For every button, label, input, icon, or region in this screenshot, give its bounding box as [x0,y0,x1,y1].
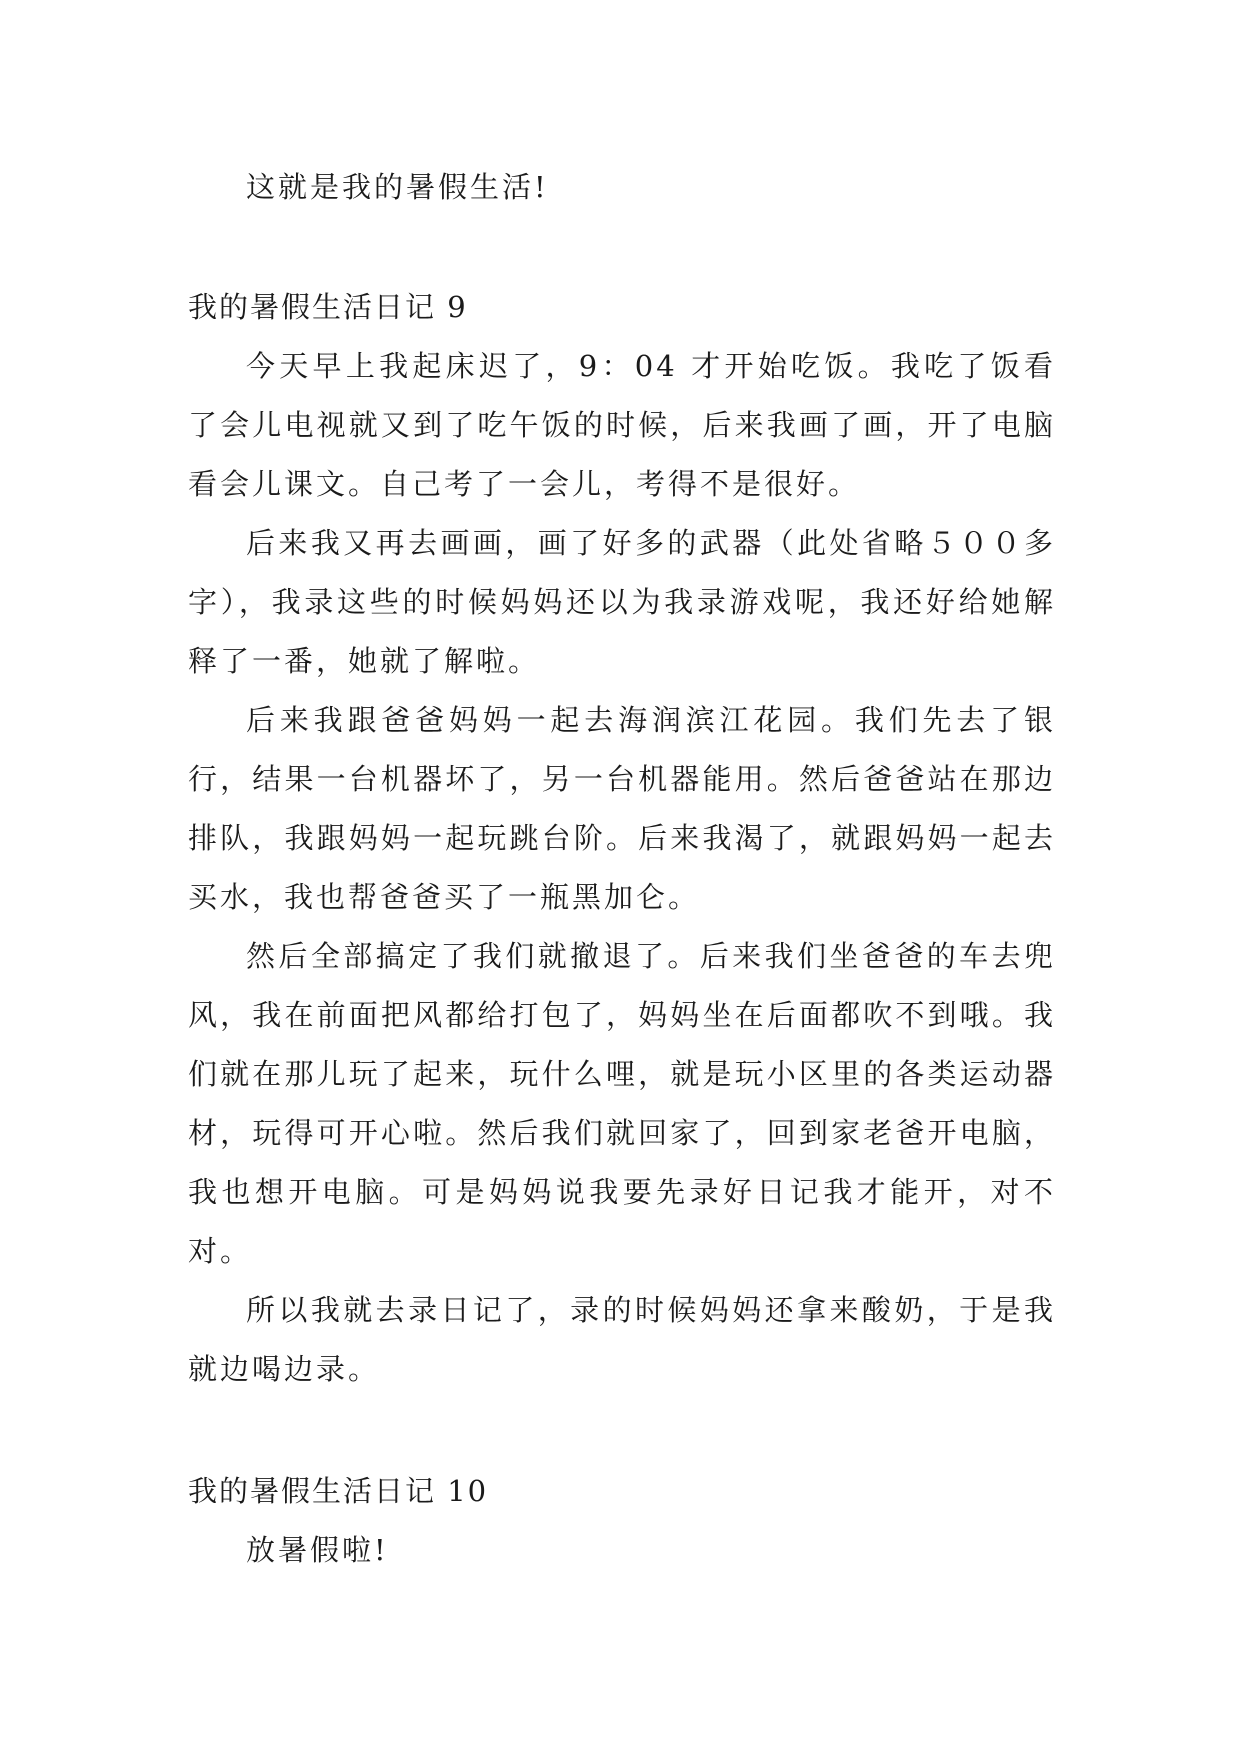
entry9-paragraph-4: 然后全部搞定了我们就撤退了。后来我们坐爸爸的车去兜风，我在前面把风都给打包了，妈妈坐在后面都吹不到哦。我们就在那儿玩了起来，玩什么哩，就是玩小区里的各类运动器材，玩得可开心啦。然后我们就回家了，回到家老爸开电脑，我也想开电脑。可是妈妈说我要先录好日记我才能开，对不对。 [188,939,1056,1268]
entry9-paragraph-5: 所以我就去录日记了，录的时候妈妈还拿来酸奶，于是我就边喝边录。 [188,1293,1056,1386]
entry-title-9: 我的暑假生活日记 9 [188,290,468,324]
entry-title-10: 我的暑假生活日记 10 [188,1474,489,1508]
section-gap [188,1399,1056,1462]
section-gap [188,217,1056,278]
document-body [188,158,1056,1580]
entry10-paragraph-1: 放暑假啦! [246,1533,389,1567]
closing-line: 这就是我的暑假生活! [246,170,549,204]
entry9-paragraph-1: 今天早上我起床迟了，9：04 才开始吃饭。我吃了饭看了会儿电视就又到了吃午饭的时候，后来我画了画，开了电脑看会儿课文。自己考了一会儿，考得不是很好。 [188,349,1056,501]
entry9-paragraph-3: 后来我跟爸爸妈妈一起去海润滨江花园。我们先去了银行，结果一台机器坏了，另一台机器能用。然后爸爸站在那边排队，我跟妈妈一起玩跳台阶。后来我渴了，就跟妈妈一起去买水，我也帮爸爸买了一瓶黑加仑。 [188,703,1056,914]
entry9-paragraph-2: 后来我又再去画画，画了好多的武器（此处省略５００多字），我录这些的时候妈妈还以为我录游戏呢，我还好给她解释了一番，她就了解啦。 [188,526,1056,678]
